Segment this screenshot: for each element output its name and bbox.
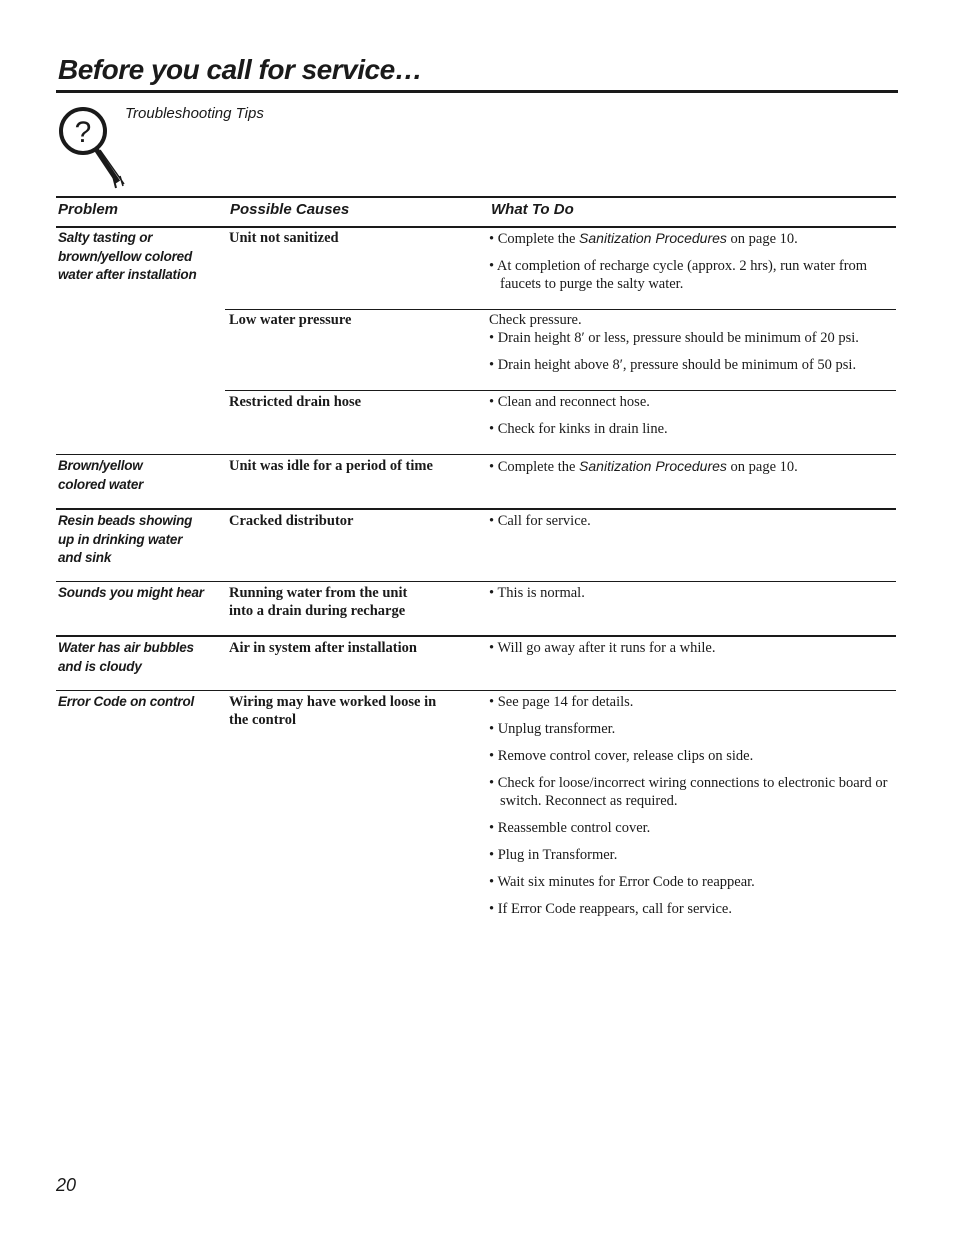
- row-divider: [56, 635, 896, 637]
- row-divider: [56, 508, 896, 510]
- cause-cell: Unit was idle for a period of time: [229, 458, 433, 474]
- todo-item: • At completion of recharge cycle (approx. 2 hrs), run water from faucets to purge the salty water.: [489, 258, 868, 292]
- todo-item: • Check for kinks in drain line.: [489, 421, 668, 437]
- todo-item: • Remove control cover, release clips on side.: [489, 748, 754, 764]
- todo-cell: [489, 311, 899, 383]
- todo-item: • Drain height 8′ or less, pressure should be minimum of 20 psi.: [489, 330, 859, 346]
- cause-cell: Unit not sanitized: [229, 230, 339, 246]
- cause-cell: Cracked distributor: [229, 513, 354, 529]
- cause-cell: Restricted drain hose: [229, 394, 362, 410]
- todo-item: • Will go away after it runs for a while.: [489, 640, 716, 656]
- page-title: Before you call for service…: [58, 54, 423, 85]
- todo-item: • Unplug transformer.: [489, 721, 616, 737]
- todo-item: • Wait six minutes for Error Code to reappear.: [489, 874, 755, 890]
- todo-cell: [489, 512, 899, 539]
- row-divider: [56, 581, 896, 582]
- todo-item: • This is normal.: [489, 585, 585, 601]
- sanitization-reference: Sanitization Procedures: [579, 230, 727, 246]
- row-divider: [56, 454, 896, 455]
- problem-cell: Sounds you might hear: [58, 585, 204, 600]
- row-divider: [225, 309, 896, 310]
- todo-item: • See page 14 for details.: [489, 694, 634, 710]
- todo-cell: [489, 393, 899, 447]
- row-divider: [56, 690, 896, 691]
- question-magnifier-icon: [56, 102, 128, 192]
- problem-cell: Water has air bubbles and is cloudy: [58, 640, 194, 674]
- cause-cell: Wiring may have worked loose in the control: [229, 694, 437, 728]
- header-rule: [56, 226, 896, 228]
- todo-cell: [489, 693, 899, 927]
- todo-item: • Clean and reconnect hose.: [489, 394, 650, 410]
- section-subtitle: Troubleshooting Tips: [125, 105, 264, 122]
- todo-item: • Complete the Sanitization Procedures on page 10.: [489, 458, 798, 475]
- svg-text:?: ?: [74, 116, 92, 149]
- title-rule: [56, 90, 898, 93]
- sanitization-reference: Sanitization Procedures: [579, 458, 727, 474]
- todo-cell: [489, 229, 899, 302]
- problem-cell: Error Code on control: [58, 694, 195, 709]
- todo-item: • If Error Code reappears, call for service.: [489, 901, 732, 917]
- todo-cell: [489, 639, 899, 666]
- column-header-problem: Problem: [58, 201, 119, 218]
- column-header-causes: Possible Causes: [230, 201, 350, 218]
- row-divider: [225, 390, 896, 391]
- todo-cell: [489, 457, 899, 485]
- cause-cell: Air in system after installation: [229, 640, 417, 656]
- cause-cell: Low water pressure: [229, 312, 352, 328]
- page-number: 20: [56, 1175, 77, 1195]
- todo-lead: Check pressure.: [489, 312, 582, 328]
- problem-cell: Resin beads showing up in drinking water and sink: [58, 513, 193, 565]
- cause-cell: Running water from the unit into a drain during recharge: [229, 585, 408, 619]
- todo-item: • Check for loose/incorrect wiring connections to electronic board or switch. Reconnect as required.: [489, 775, 888, 809]
- todo-item: • Reassemble control cover.: [489, 820, 651, 836]
- problem-cell: Brown/yellow colored water: [58, 458, 144, 492]
- table-top-rule: [56, 196, 896, 198]
- todo-item: • Drain height above 8′, pressure should be minimum of 50 psi.: [489, 357, 857, 373]
- problem-cell: Salty tasting or brown/yellow colored water after installation: [58, 230, 197, 282]
- todo-item: • Call for service.: [489, 513, 591, 529]
- todo-item: • Complete the Sanitization Procedures on page 10.: [489, 230, 798, 247]
- todo-item: • Plug in Transformer.: [489, 847, 618, 863]
- todo-cell: [489, 584, 899, 611]
- column-header-todo: What To Do: [491, 201, 574, 218]
